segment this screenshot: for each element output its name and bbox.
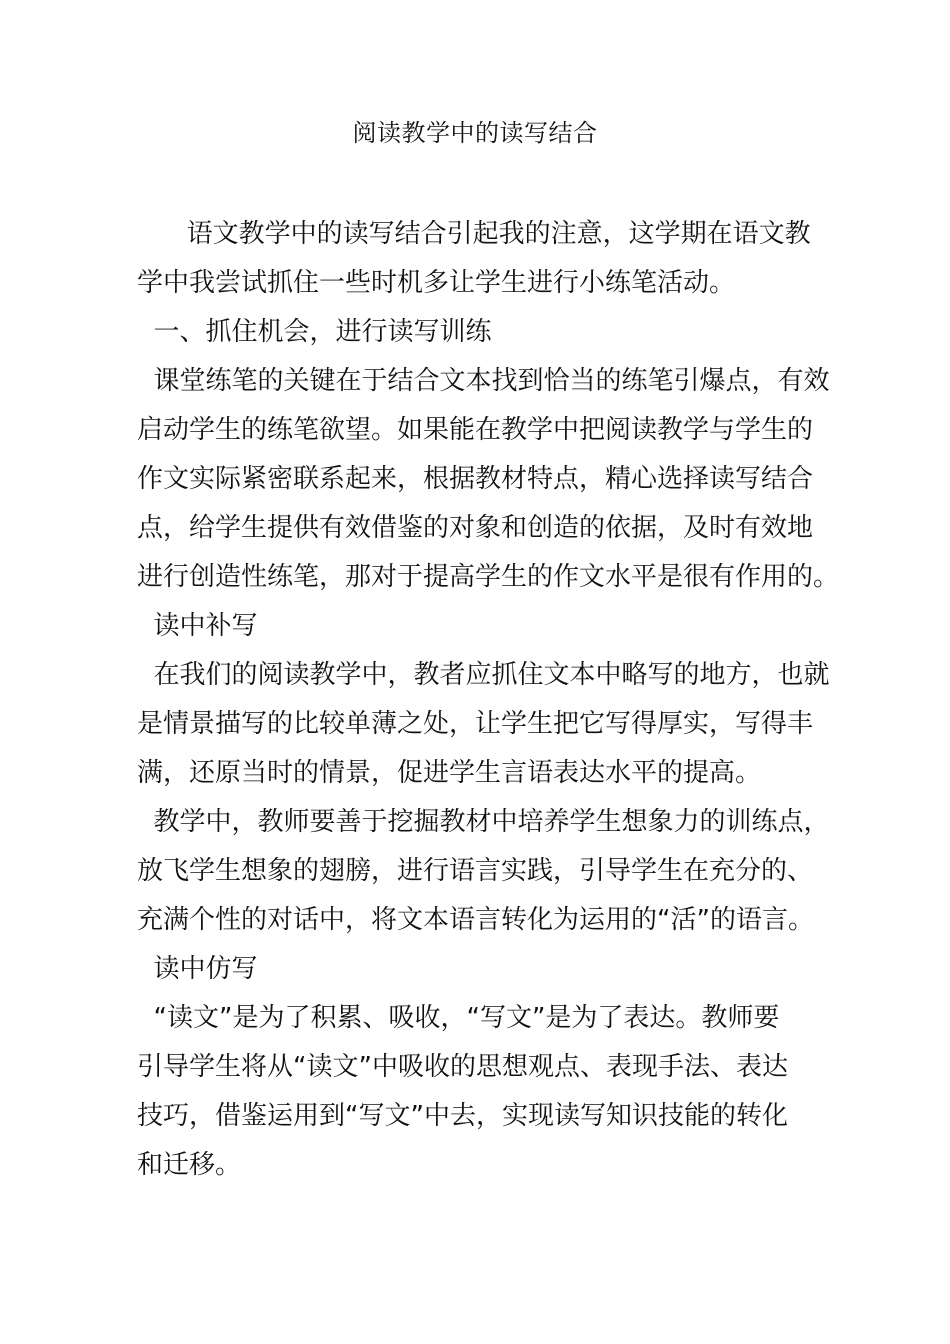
text-line: 作文实际紧密联系起来，根据教材特点，精心选择读写结合 [137, 464, 814, 494]
text-line: 技巧，借鉴运用到“写文”中去，实现读写知识技能的转化 [137, 1101, 788, 1131]
text-line: 放飞学生想象的翅膀，进行语言实践，引导学生在充分的、 [137, 856, 814, 886]
text-line: 语文教学中的读写结合引起我的注意，这学期在语文教 [137, 219, 811, 249]
text-line: 教学中，教师要善于挖掘教材中培养学生想象力的训练点， [137, 807, 830, 837]
text-line: 和迁移。 [137, 1150, 242, 1180]
document-body [137, 210, 840, 1190]
text-line: “读文”是为了积累、吸收，“写文”是为了表达。教师要 [137, 1003, 780, 1033]
subsection-heading: 读中仿写 [137, 954, 258, 984]
text-line: 充满个性的对话中，将文本语言转化为运用的“活”的语言。 [137, 905, 814, 935]
subsection-heading: 读中补写 [137, 611, 258, 641]
section-heading: 一、抓住机会，进行读写训练 [137, 317, 492, 347]
text-line: 是情景描写的比较单薄之处，让学生把它写得厚实，写得丰 [137, 709, 814, 739]
text-line: 点，给学生提供有效借鉴的对象和创造的依据，及时有效地 [137, 513, 814, 543]
text-line: 在我们的阅读教学中，教者应抓住文本中略写的地方，也就 [137, 660, 830, 690]
text-line: 学中我尝试抓住一些时机多让学生进行小练笔活动。 [137, 268, 736, 298]
document-title: 阅读教学中的读写结合 [352, 119, 598, 147]
text-line: 满，还原当时的情景，促进学生言语表达水平的提高。 [137, 758, 762, 788]
text-line: 课堂练笔的关键在于结合文本找到恰当的练笔引爆点，有效 [137, 366, 830, 396]
text-line: 引导学生将从“读文”中吸收的思想观点、表现手法、表达 [137, 1052, 788, 1082]
text-line: 进行创造性练笔，那对于提高学生的作文水平是很有作用的。 [137, 562, 840, 592]
text-line: 启动学生的练笔欲望。如果能在教学中把阅读教学与学生的 [137, 415, 814, 445]
